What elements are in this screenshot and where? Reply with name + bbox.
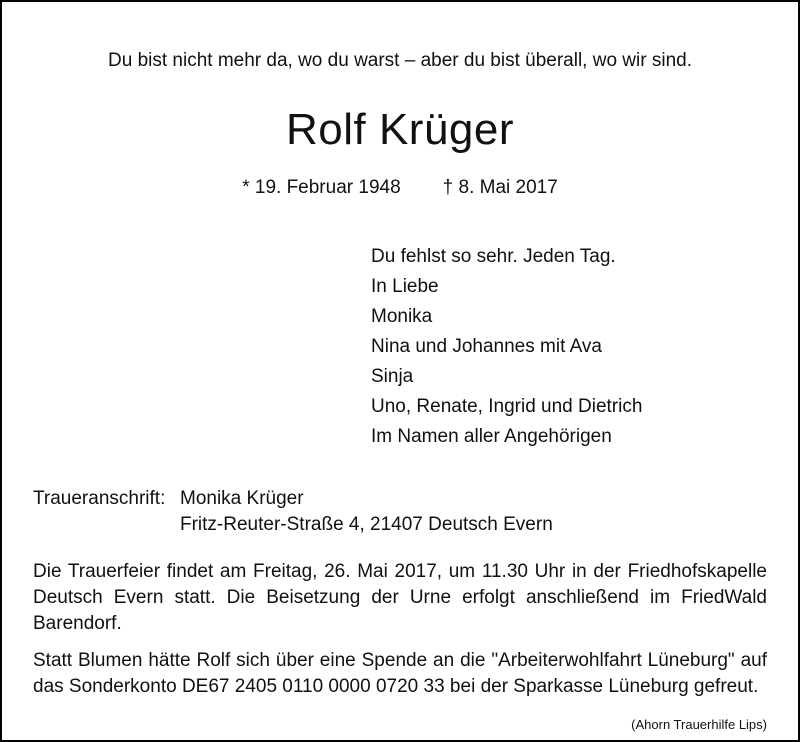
donation-info: Statt Blumen hätte Rolf sich über eine Spende an die "Arbeiterwohlfahrt Lüneburg" auf das Sonderkonto DE67 2405 0110 0000 0720 33 bei der Sparkasse Lüneburg gefreut.	[33, 650, 767, 697]
deceased-name: Rolf Krüger	[285, 105, 515, 154]
mourners-list	[371, 242, 642, 452]
motto-quote: Du bist nicht mehr da, wo du warst – aber du bist überall, wo wir sind.	[108, 50, 692, 71]
mourner-line: Monika	[371, 306, 433, 327]
funeral-info: Die Trauerfeier findet am Freitag, 26. Mai 2017, um 11.30 Uhr in der Friedhofskapelle Deutsch Evern statt. Die Beisetzung der Urne erfolgt anschließend im FriedWald Barendorf.	[33, 561, 767, 634]
mourner-line: Sinja	[371, 366, 414, 387]
mourner-line: Uno, Renate, Ingrid und Dietrich	[371, 396, 643, 417]
death-date: † 8. Mai 2017	[442, 177, 558, 198]
mourning-address	[33, 486, 553, 538]
mourner-line: Nina und Johannes mit Ava	[371, 336, 602, 357]
mourner-line: Im Namen aller Angehörigen	[371, 426, 612, 447]
funeral-home-credit: (Ahorn Trauerhilfe Lips)	[631, 717, 767, 732]
mourner-line: Du fehlst so sehr. Jeden Tag.	[371, 246, 616, 267]
birth-date: * 19. Februar 1948	[242, 177, 401, 198]
address-name: Monika Krüger	[180, 488, 304, 509]
mourner-line: In Liebe	[371, 276, 439, 297]
address-street: Fritz-Reuter-Straße 4, 21407 Deutsch Evern	[180, 514, 553, 535]
address-label: Traueranschrift:	[33, 488, 166, 509]
life-dates	[2, 175, 798, 201]
